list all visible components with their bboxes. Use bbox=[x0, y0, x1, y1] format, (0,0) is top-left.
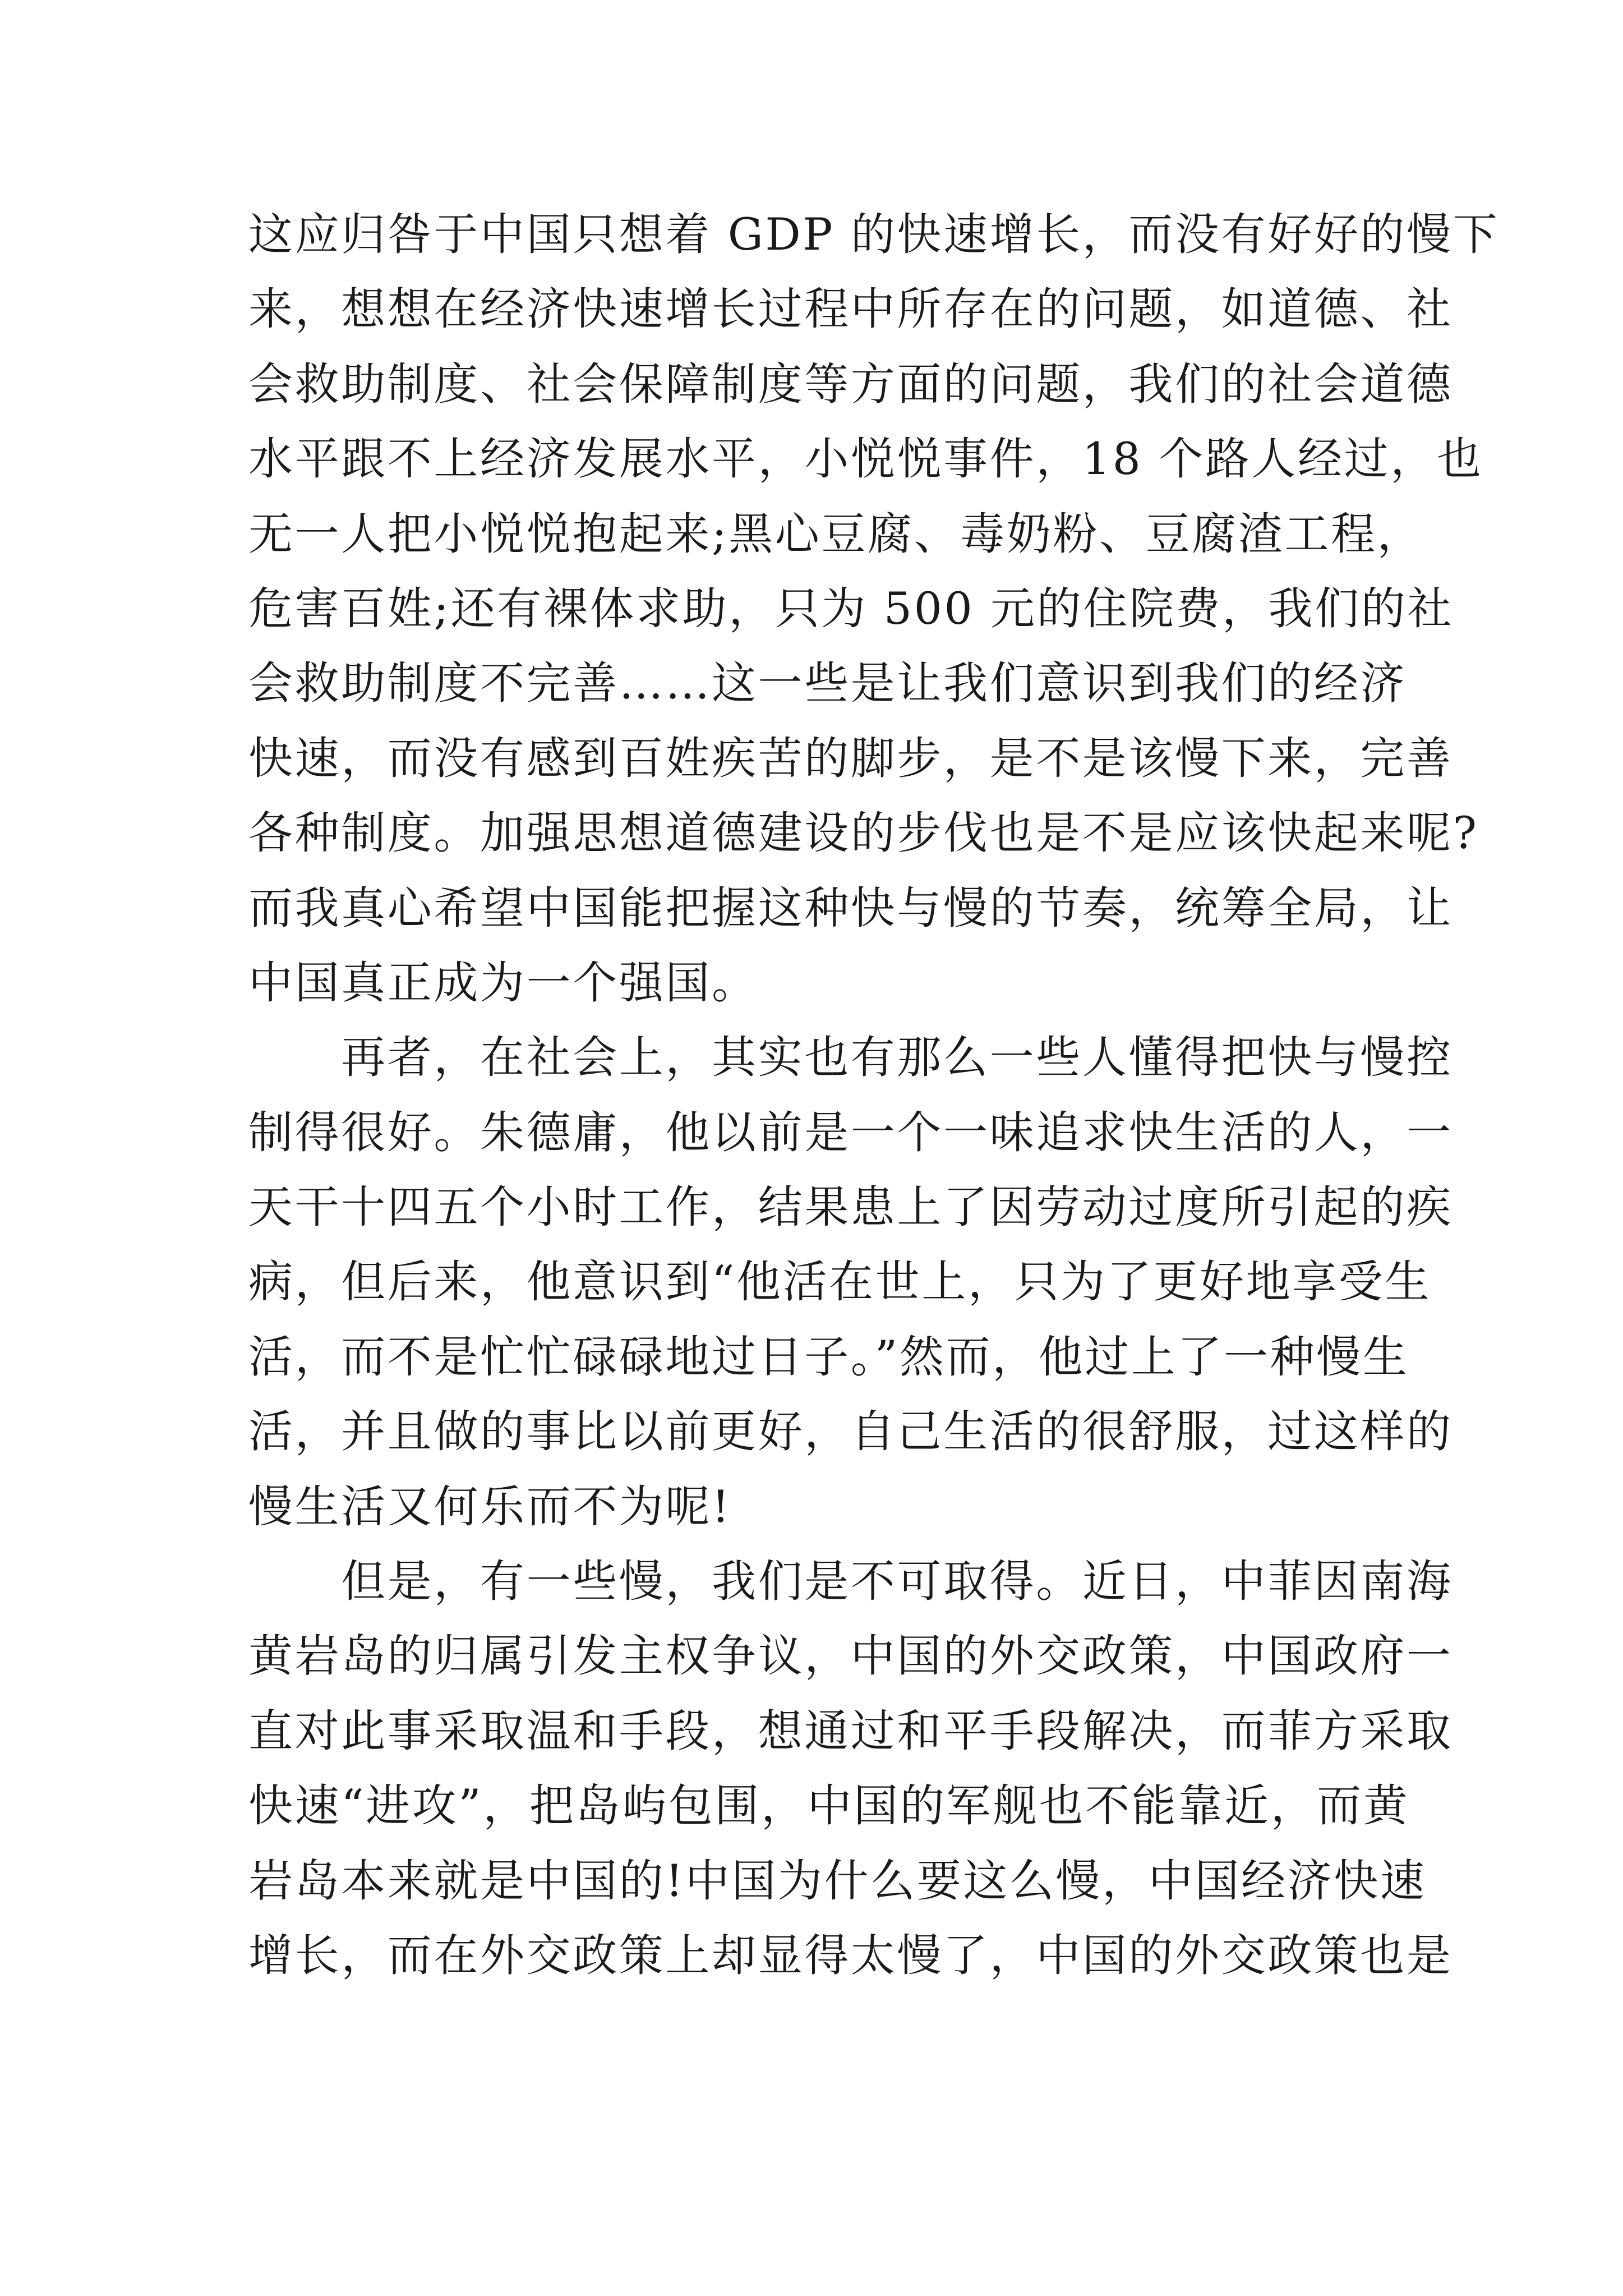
text-line: 病，但后来，他意识到“他活在世上，只为了更好地享受生 bbox=[248, 1256, 1431, 1308]
text-line: 活，而不是忙忙碌碌地过日子。”然而，他过上了一种慢生 bbox=[248, 1331, 1409, 1383]
body-text bbox=[248, 197, 1500, 1993]
text-line: 慢生活又何乐而不为呢! bbox=[248, 1480, 732, 1533]
text-line: 会救助制度、社会保障制度等方面的问题，我们的社会道德 bbox=[248, 358, 1453, 410]
text-line: 黄岩岛的归属引发主权争议，中国的外交政策，中国政府一 bbox=[248, 1630, 1453, 1682]
text-line: 活，并且做的事比以前更好，自己生活的很舒服，过这样的 bbox=[248, 1406, 1453, 1458]
text-line: 再者，在社会上，其实也有那么一些人懂得把快与慢控 bbox=[248, 1032, 1453, 1084]
text-line: 会救助制度不完善……这一些是让我们意识到我们的经济 bbox=[248, 657, 1407, 710]
text-line: 中国真正成为一个强国。 bbox=[248, 956, 758, 1009]
text-line: 水平跟不上经济发展水平，小悦悦事件，18 个路人经过，也 bbox=[248, 433, 1483, 485]
text-line: 危害百姓;还有裸体求助，只为 500 元的住院费，我们的社 bbox=[248, 582, 1454, 634]
text-line: 各种制度。加强思想道德建设的步伐也是不是应该快起来呢? bbox=[248, 807, 1479, 859]
text-line: 增长，而在外交政策上却显得太慢了，中国的外交政策也是 bbox=[248, 1929, 1453, 1981]
text-line: 来，想想在经济快速增长过程中所存在的问题，如道德、社 bbox=[248, 283, 1453, 335]
text-line: 快速，而没有感到百姓疾苦的脚步，是不是该慢下来，完善 bbox=[248, 732, 1453, 784]
text-line: 直对此事采取温和手段，想通过和平手段解决，而菲方采取 bbox=[248, 1705, 1453, 1757]
text-line: 而我真心希望中国能把握这种快与慢的节奏，统筹全局，让 bbox=[248, 882, 1453, 934]
text-line: 天干十四五个小时工作，结果患上了因劳动过度所引起的疾 bbox=[248, 1181, 1453, 1234]
text-line: 快速“进攻”，把岛屿包围，中国的军舰也不能靠近，而黄 bbox=[248, 1780, 1410, 1832]
text-line: 制得很好。朱德庸，他以前是一个一味追求快生活的人，一 bbox=[248, 1106, 1453, 1158]
text-line: 岩岛本来就是中国的!中国为什么要这么慢，中国经济快速 bbox=[248, 1855, 1427, 1907]
text-line: 但是，有一些慢，我们是不可取得。近日，中菲因南海 bbox=[248, 1556, 1453, 1608]
text-line: 这应归咎于中国只想着 GDP 的快速增长，而没有好好的慢下 bbox=[248, 209, 1500, 260]
text-line: 无一人把小悦悦抱起来;黑心豆腐、毒奶粉、豆腐渣工程， bbox=[248, 508, 1424, 560]
